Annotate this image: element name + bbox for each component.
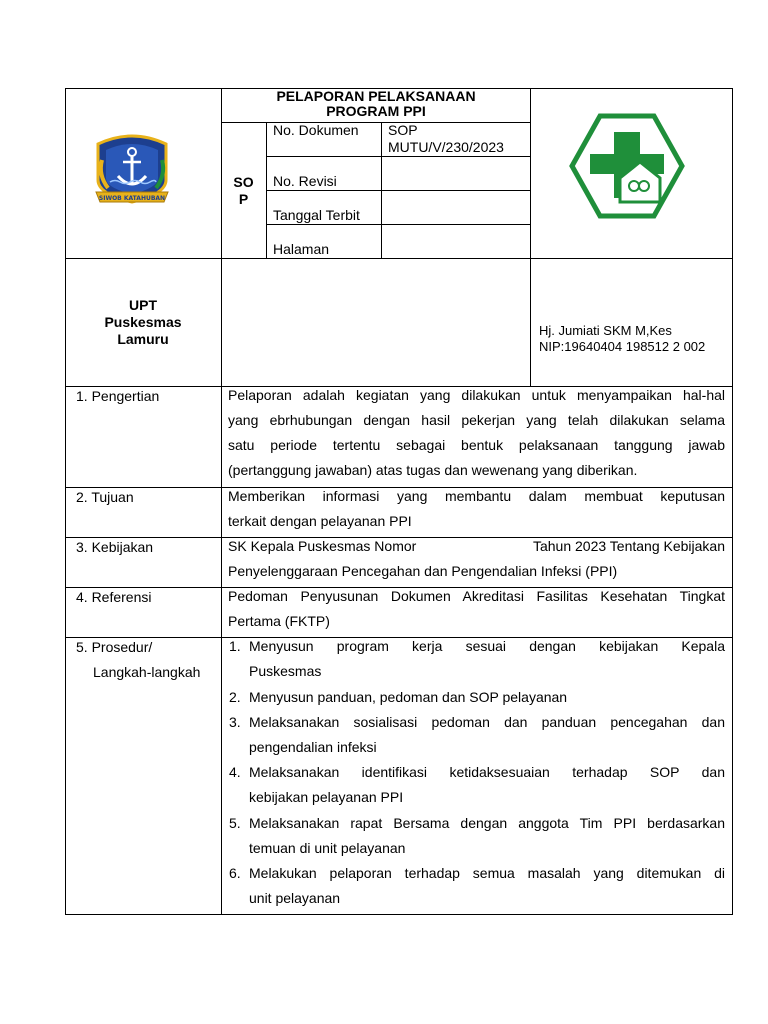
table-border-right bbox=[732, 88, 733, 915]
pengertian-line-2: yang ebrhubungan dengan hasil pekerjan yang telah dilakukan selama bbox=[228, 412, 725, 428]
step-number: 6. bbox=[229, 865, 241, 881]
sop-label-line-1: SO bbox=[233, 174, 254, 190]
title-line-1: PELAPORAN PELAKSANAAN bbox=[276, 88, 476, 104]
step-number: 5. bbox=[229, 815, 241, 831]
step-1-line-1: Menyusun program kerja sesuai dengan kebijakan Kepala bbox=[249, 638, 725, 654]
table-line-header-end bbox=[65, 258, 733, 259]
step-number: 2. bbox=[229, 689, 241, 705]
step-number: 1. bbox=[229, 638, 241, 654]
step-5-line-1: Melaksanakan rapat Bersama dengan anggota Tim PPI berdasarkan bbox=[249, 815, 725, 831]
signatory-block bbox=[539, 323, 705, 355]
kebijakan-line-1-right: Tahun 2023 Tentang Kebijakan bbox=[532, 538, 725, 554]
step-4-line-2: kebijakan pelayanan PPI bbox=[249, 789, 404, 805]
section-label-prosedur: 5. Prosedur/ bbox=[76, 639, 153, 655]
tujuan-line-2: terkait dengan pelayanan PPI bbox=[228, 513, 412, 529]
kebijakan-line-1-left: SK Kepala Puskesmas Nomor bbox=[228, 538, 417, 554]
section-label-langkah: Langkah-langkah bbox=[93, 664, 201, 680]
step-5-line-2: temuan di unit pelayanan bbox=[249, 840, 406, 856]
table-divider-col3 bbox=[530, 88, 531, 386]
org-name-line-3: Lamuru bbox=[117, 331, 169, 347]
emblem-ribbon-text: SIWOB KATAHUBAN bbox=[98, 195, 166, 202]
table-border-left bbox=[65, 88, 66, 915]
referensi-line-2: Pertama (FKTP) bbox=[228, 613, 330, 629]
no-dokumen-label: No. Dokumen bbox=[273, 122, 359, 138]
step-6-line-1: Melakukan pelaporan terhadap semua masalah yang ditemukan di bbox=[249, 865, 725, 881]
table-line-tgl bbox=[266, 224, 531, 225]
no-dokumen-value bbox=[388, 122, 504, 156]
puskesmas-logo bbox=[568, 112, 686, 220]
no-revisi-label: No. Revisi bbox=[273, 173, 337, 189]
tujuan-line-1: Memberikan informasi yang membantu dalam membuat keputusan bbox=[228, 488, 725, 504]
section-label-tujuan: 2. Tujuan bbox=[76, 489, 134, 505]
org-name bbox=[65, 297, 221, 348]
signatory-nip: NIP:19640404 198512 2 002 bbox=[539, 339, 706, 354]
org-name-line-2: Puskesmas bbox=[104, 314, 182, 330]
no-dokumen-value-line-2: MUTU/V/230/2023 bbox=[388, 139, 504, 155]
halaman-label: Halaman bbox=[273, 241, 330, 257]
section-label-pengertian: 1. Pengertian bbox=[76, 388, 160, 404]
step-2-line-1: Menyusun panduan, pedoman dan SOP pelayanan bbox=[249, 689, 568, 705]
step-6-line-2: unit pelayanan bbox=[249, 890, 341, 906]
table-border-bottom bbox=[65, 914, 733, 915]
section-label-kebijakan: 3. Kebijakan bbox=[76, 539, 154, 555]
step-4-line-1: Melaksanakan identifikasi ketidaksesuaian terhadap SOP dan bbox=[249, 764, 725, 780]
pengertian-line-3: satu periode tertentu sebagai bentuk pelaksanaan tanggung jawab bbox=[228, 437, 725, 453]
table-line-rev bbox=[266, 190, 531, 191]
pengertian-line-4: (pertanggung jawaban) atas tugas dan wewenang yang diberikan. bbox=[228, 462, 638, 478]
sop-label bbox=[221, 174, 266, 208]
document-title bbox=[221, 89, 531, 119]
no-dokumen-value-line-1: SOP bbox=[388, 122, 418, 138]
step-3-line-1: Melaksanakan sosialisasi pedoman dan panduan pencegahan dan bbox=[249, 714, 725, 730]
tanggal-terbit-label: Tanggal Terbit bbox=[273, 207, 360, 223]
step-number: 4. bbox=[229, 764, 241, 780]
table-divider-col1 bbox=[221, 88, 222, 915]
title-line-2: PROGRAM PPI bbox=[326, 103, 426, 119]
sop-label-line-2: P bbox=[238, 191, 249, 207]
table-line-dok bbox=[266, 156, 531, 157]
pengertian-line-1: Pelaporan adalah kegiatan yang dilakukan untuk menyampaikan hal-hal bbox=[228, 387, 725, 403]
referensi-line-1: Pedoman Penyusunan Dokumen Akreditasi Fasilitas Kesehatan Tingkat bbox=[228, 588, 725, 604]
regional-emblem-logo bbox=[90, 130, 174, 212]
step-3-line-2: pengendalian infeksi bbox=[249, 739, 377, 755]
org-name-line-1: UPT bbox=[129, 297, 157, 313]
kebijakan-line-2: Penyelenggaraan Pencegahan dan Pengendalian Infeksi (PPI) bbox=[228, 563, 618, 579]
step-number: 3. bbox=[229, 714, 241, 730]
signatory-name: Hj. Jumiati SKM M,Kes bbox=[539, 323, 672, 338]
section-label-referensi: 4. Referensi bbox=[76, 589, 152, 605]
step-1-line-2: Puskesmas bbox=[249, 663, 322, 679]
